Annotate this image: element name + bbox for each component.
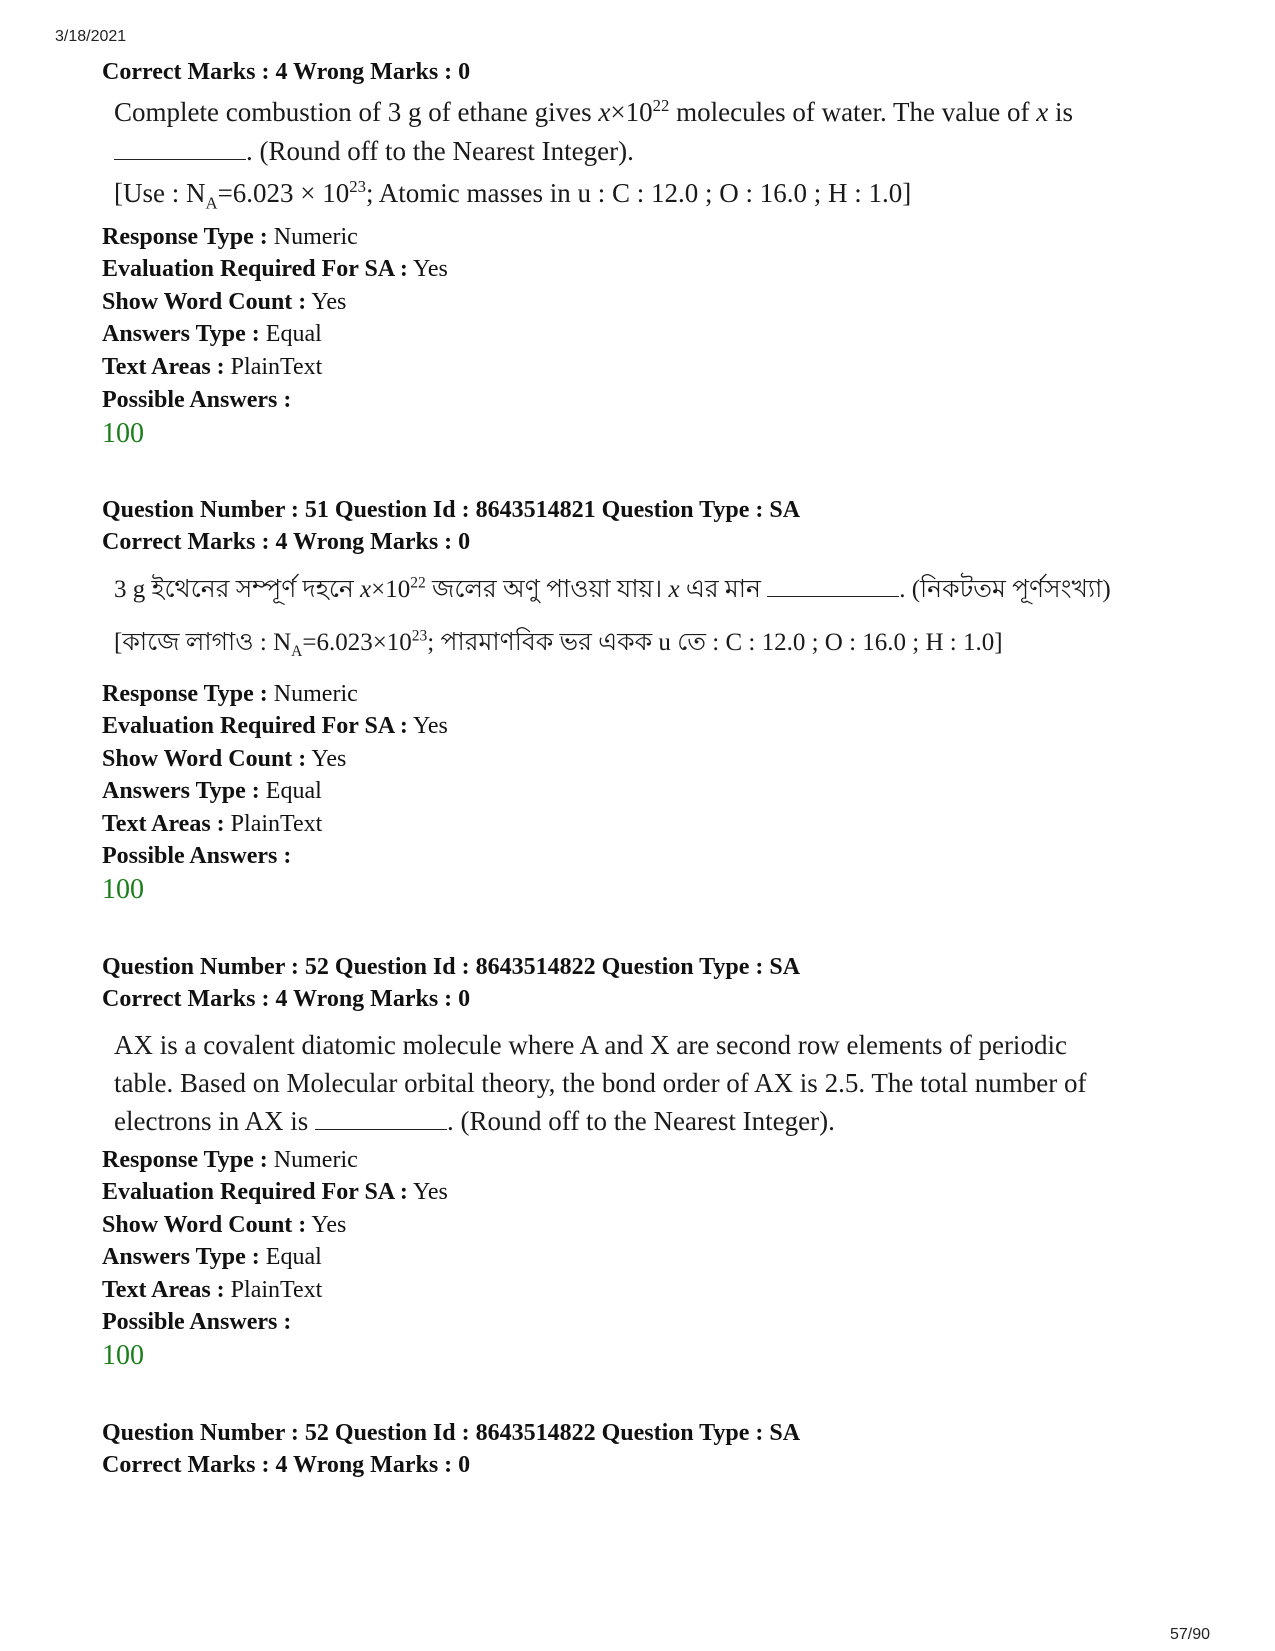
q52-response-type: Response Type : Numeric — [102, 1147, 358, 1173]
q52-text-line1: AX is a covalent diatomic molecule where A and X are second row elements of periodic — [114, 1030, 1067, 1060]
q52b-header: Question Number : 52 Question Id : 8643514822 Question Type : SA — [102, 1420, 801, 1446]
q52-evaluation-required: Evaluation Required For SA : Yes — [102, 1179, 448, 1205]
q52-marks: Correct Marks : 4 Wrong Marks : 0 — [102, 986, 471, 1012]
q52-text-line3: electrons in AX is . (Round off to the Nearest Integer). — [114, 1106, 835, 1136]
q50-text-line3: [Use : $N_A=6.023 \times 10^{23}$; Atomic masses in u : C : 12.0 ; O : 16.0 ; H : 1.0] — [114, 177, 912, 213]
q51-text-line1: 3 g ইথেনের সম্পূর্ণ দহনে $x\times 10^{22}$ জলের অণু পাওয়া যায়। x এর মান . (নিকটতম পূর্ণসংখ্যা) — [114, 574, 1111, 603]
q50-marks: Correct Marks : 4 Wrong Marks : 0 — [102, 59, 471, 85]
q51-text-line2: [কাজে লাগাও : $N_A=6.023\times 10^{23}$; পারমাণবিক ভর একক u তে : C : 12.0 ; O : 16.0 ; H : 1.0] — [114, 627, 1003, 660]
q50-response-type: Response Type : Numeric — [102, 224, 358, 250]
q52-header: Question Number : 52 Question Id : 8643514822 Question Type : SA — [102, 954, 801, 980]
q52b-marks: Correct Marks : 4 Wrong Marks : 0 — [102, 1452, 471, 1478]
answer-blank — [315, 1109, 447, 1130]
q50-answers-type: Answers Type : Equal — [102, 321, 322, 347]
q51-response-type: Response Type : Numeric — [102, 681, 358, 707]
q51-possible-answers-label: Possible Answers : — [102, 843, 292, 869]
q50-possible-answers-label: Possible Answers : — [102, 387, 292, 413]
q51-show-word-count: Show Word Count : Yes — [102, 746, 347, 772]
q52-possible-answers-label: Possible Answers : — [102, 1309, 292, 1335]
q50-answer: 100 — [102, 418, 144, 449]
q50-evaluation-required: Evaluation Required For SA : Yes — [102, 256, 448, 282]
q51-header: Question Number : 51 Question Id : 8643514821 Question Type : SA — [102, 497, 801, 523]
q52-text-line2: table. Based on Molecular orbital theory, the bond order of AX is 2.5. The total number of — [114, 1068, 1087, 1098]
q51-text-areas: Text Areas : PlainText — [102, 811, 323, 837]
q51-answers-type: Answers Type : Equal — [102, 778, 322, 804]
q52-text-areas: Text Areas : PlainText — [102, 1277, 323, 1303]
q51-evaluation-required: Evaluation Required For SA : Yes — [102, 713, 448, 739]
q50-text-areas: Text Areas : PlainText — [102, 354, 323, 380]
q52-answer: 100 — [102, 1340, 144, 1371]
answer-blank — [767, 576, 899, 597]
q51-answer: 100 — [102, 874, 144, 905]
page-number: 57/90 — [1170, 1626, 1211, 1643]
q52-answers-type: Answers Type : Equal — [102, 1244, 322, 1270]
answer-blank — [114, 139, 246, 160]
q52-show-word-count: Show Word Count : Yes — [102, 1212, 347, 1238]
q50-text-line1: Complete combustion of 3 g of ethane gives $x\times 10^{22}$ molecules of water. The value of x is — [114, 96, 1073, 127]
print-date: 3/18/2021 — [55, 28, 127, 45]
q51-marks: Correct Marks : 4 Wrong Marks : 0 — [102, 529, 471, 555]
q50-text-line2: . (Round off to the Nearest Integer). — [114, 131, 634, 171]
q50-show-word-count: Show Word Count : Yes — [102, 289, 347, 315]
